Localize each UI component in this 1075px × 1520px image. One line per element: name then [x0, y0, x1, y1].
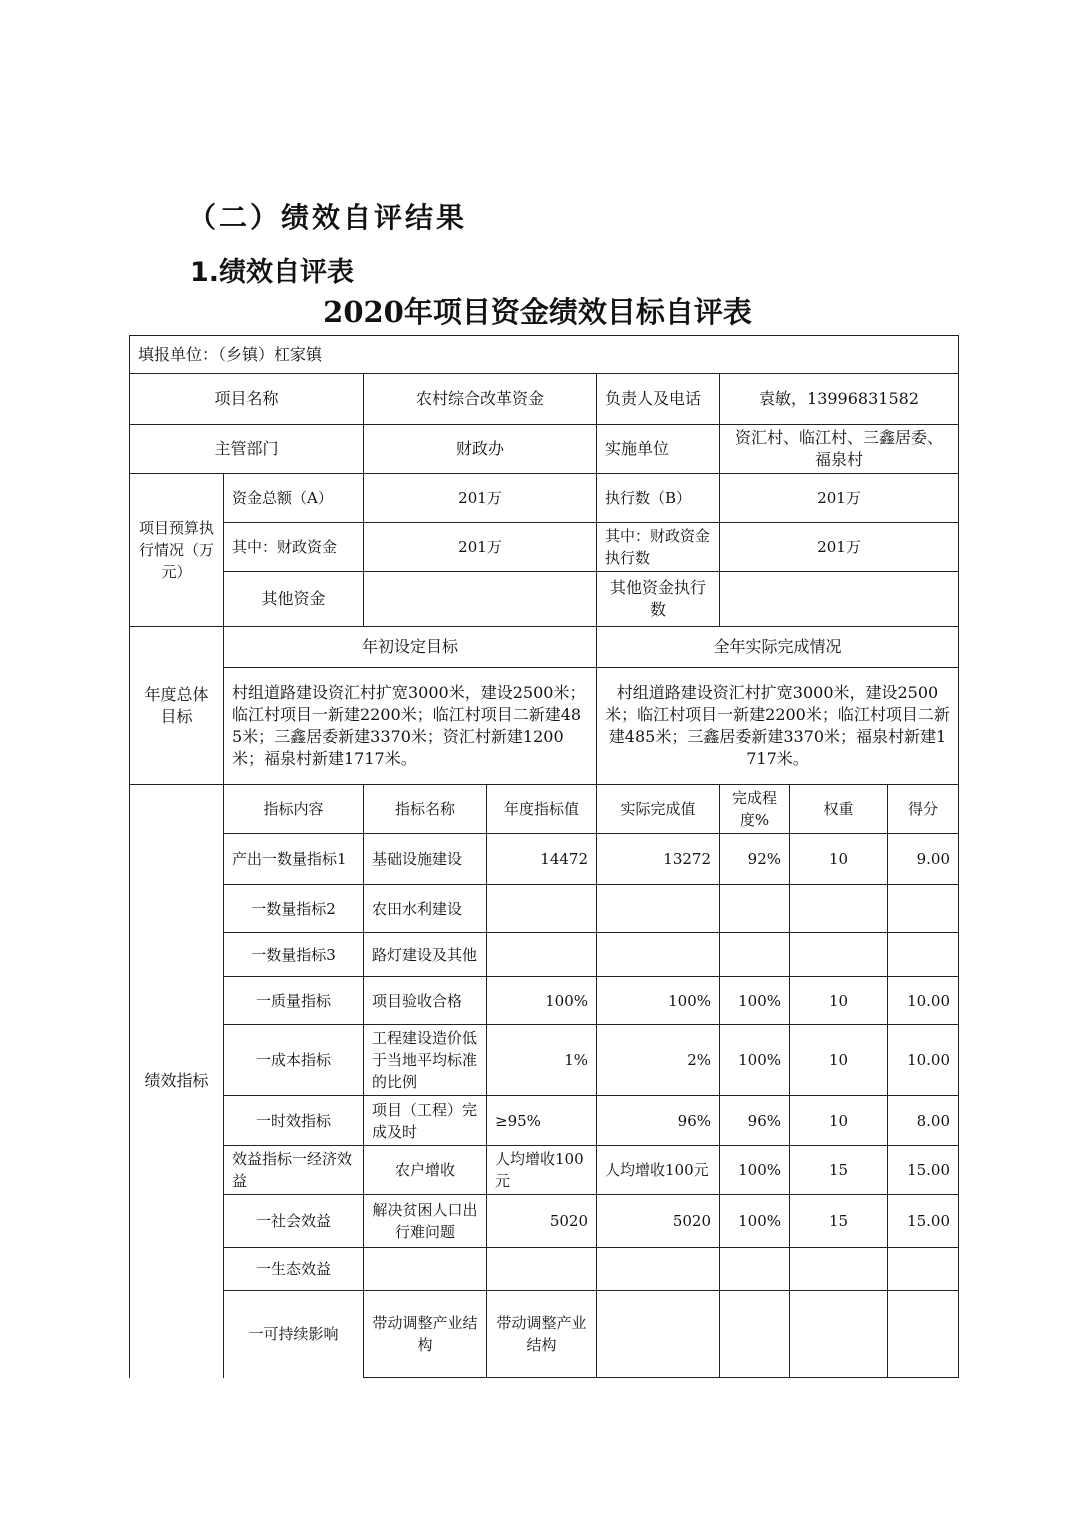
indicator-actual: 100%	[597, 977, 720, 1025]
indicator-name: 工程建设造价低于当地平均标准的比例	[364, 1025, 487, 1096]
table-row	[130, 1248, 959, 1291]
indicator-name: 项目（工程）完成及时	[364, 1096, 487, 1146]
header-target: 年度指标值	[487, 785, 597, 834]
indicator-content: 效益指标一经济效益	[224, 1146, 364, 1195]
indicator-rate: 100%	[720, 1146, 790, 1195]
contact: 袁敏，13996831582	[720, 374, 959, 425]
total-funds: 201万	[364, 474, 597, 523]
indicator-content: 一成本指标	[224, 1025, 364, 1096]
indicator-target: 5020	[487, 1195, 597, 1248]
indicator-weight: 15	[790, 1195, 888, 1248]
indicator-weight	[790, 933, 888, 977]
indicator-actual: 5020	[597, 1195, 720, 1248]
exec-label: 执行数（B）	[597, 474, 720, 523]
table-row	[130, 1096, 959, 1146]
indicator-actual: 2%	[597, 1025, 720, 1096]
table-row	[130, 933, 959, 977]
indicator-weight: 10	[790, 834, 888, 885]
indicator-target: 100%	[487, 977, 597, 1025]
indicator-rate: 100%	[720, 1025, 790, 1096]
dept: 财政办	[364, 425, 597, 474]
fiscal-exec-label: 其中：财政资金执行数	[597, 523, 720, 572]
header-content: 指标内容	[224, 785, 364, 834]
indicator-actual: 人均增收100元	[597, 1146, 720, 1195]
indicator-target: 14472	[487, 834, 597, 885]
indicator-actual	[597, 1291, 720, 1378]
indicator-weight	[790, 885, 888, 933]
indicator-score: 10.00	[888, 977, 959, 1025]
indicator-target: 带动调整产业结构	[487, 1291, 597, 1378]
other-exec	[720, 572, 959, 627]
header-weight: 权重	[790, 785, 888, 834]
budget-section-label: 项目预算执行情况（万元）	[130, 474, 224, 627]
table-row	[130, 1291, 959, 1378]
indicator-weight	[790, 1291, 888, 1378]
other-funds	[364, 572, 597, 627]
indicator-content: 一生态效益	[224, 1248, 364, 1291]
indicator-target: 1%	[487, 1025, 597, 1096]
actual-goal: 村组道路建设资汇村扩宽3000米，建设2500米；临江村项目一新建2200米；临江村项目二新建485米；三鑫居委新建3370米；福泉村新建1717米。	[597, 668, 959, 785]
table-row	[130, 1025, 959, 1096]
indicator-rate	[720, 1291, 790, 1378]
indicator-name: 路灯建设及其他	[364, 933, 487, 977]
planned-goal: 村组道路建设资汇村扩宽3000米，建设2500米；临江村项目一新建2200米；临江村项目二新建485米；三鑫居委新建3370米；资汇村新建1200米；福泉村新建1717米。	[224, 668, 597, 785]
indicator-weight: 10	[790, 1096, 888, 1146]
indicator-actual	[597, 1248, 720, 1291]
indicator-target	[487, 1248, 597, 1291]
header-score: 得分	[888, 785, 959, 834]
indicator-actual: 96%	[597, 1096, 720, 1146]
impl-label: 实施单位	[597, 425, 720, 474]
indicator-name: 解决贫困人口出行难问题	[364, 1195, 487, 1248]
goals-section-label: 年度总体目标	[130, 627, 224, 785]
dept-label: 主管部门	[130, 425, 364, 474]
indicator-rate: 96%	[720, 1096, 790, 1146]
indicator-rate	[720, 1248, 790, 1291]
table-title: 2020年项目资金绩效目标自评表	[323, 295, 752, 329]
fiscal-funds-label: 其中：财政资金	[224, 523, 364, 572]
table-row	[130, 834, 959, 885]
indicator-actual	[597, 885, 720, 933]
fiscal-exec: 201万	[720, 523, 959, 572]
table-row	[130, 1195, 959, 1248]
table-row	[130, 1146, 959, 1195]
indicator-content: 一社会效益	[224, 1195, 364, 1248]
other-exec-label: 其他资金执行数	[597, 572, 720, 627]
indicator-score	[888, 933, 959, 977]
indicator-name	[364, 1248, 487, 1291]
indicator-score	[888, 885, 959, 933]
project-name-label: 项目名称	[130, 374, 364, 425]
indicator-target: ≥95%	[487, 1096, 597, 1146]
self-evaluation-table	[129, 335, 959, 1378]
indicator-target: 人均增收100元	[487, 1146, 597, 1195]
indicator-score: 9.00	[888, 834, 959, 885]
indicator-name: 项目验收合格	[364, 977, 487, 1025]
indicator-name: 基础设施建设	[364, 834, 487, 885]
indicator-score: 10.00	[888, 1025, 959, 1096]
indicator-content: 一时效指标	[224, 1096, 364, 1146]
exec-amount: 201万	[720, 474, 959, 523]
fiscal-funds: 201万	[364, 523, 597, 572]
total-funds-label: 资金总额（A）	[224, 474, 364, 523]
indicator-content: 一可持续影响	[224, 1291, 364, 1378]
header-rate: 完成程度%	[720, 785, 790, 834]
indicator-weight: 10	[790, 977, 888, 1025]
indicator-target	[487, 885, 597, 933]
indicator-content: 产出一数量指标1	[224, 834, 364, 885]
indicator-score: 8.00	[888, 1096, 959, 1146]
indicator-content: 一质量指标	[224, 977, 364, 1025]
header-actual: 实际完成值	[597, 785, 720, 834]
indicator-target	[487, 933, 597, 977]
reporting-unit: 填报单位：（乡镇）杠家镇	[130, 336, 959, 374]
indicator-content: 一数量指标2	[224, 885, 364, 933]
indicator-weight	[790, 1248, 888, 1291]
subsection-heading: 1.绩效自评表	[190, 257, 355, 288]
section-heading: （二）绩效自评结果	[188, 201, 468, 234]
indicator-actual	[597, 933, 720, 977]
indicator-name: 农户增收	[364, 1146, 487, 1195]
indicator-actual: 13272	[597, 834, 720, 885]
actual-goal-header: 全年实际完成情况	[597, 627, 959, 668]
table-row	[130, 977, 959, 1025]
indicator-content: 一数量指标3	[224, 933, 364, 977]
other-funds-label: 其他资金	[224, 572, 364, 627]
indicator-score: 15.00	[888, 1195, 959, 1248]
indicator-rate: 100%	[720, 977, 790, 1025]
indicator-weight: 15	[790, 1146, 888, 1195]
table-row	[130, 885, 959, 933]
header-name: 指标名称	[364, 785, 487, 834]
indicator-weight: 10	[790, 1025, 888, 1096]
impl-units: 资汇村、临江村、三鑫居委、福泉村	[720, 425, 959, 474]
indicator-score	[888, 1291, 959, 1378]
planned-goal-header: 年初设定目标	[224, 627, 597, 668]
indicator-name: 带动调整产业结构	[364, 1291, 487, 1378]
indicator-rate: 100%	[720, 1195, 790, 1248]
indicator-rate	[720, 933, 790, 977]
contact-label: 负责人及电话	[597, 374, 720, 425]
indicator-score	[888, 1248, 959, 1291]
indicator-rate	[720, 885, 790, 933]
project-name: 农村综合改革资金	[364, 374, 597, 425]
indicator-score: 15.00	[888, 1146, 959, 1195]
indicator-name: 农田水利建设	[364, 885, 487, 933]
indicator-rate: 92%	[720, 834, 790, 885]
indicators-section-label: 绩效指标	[130, 785, 224, 1378]
